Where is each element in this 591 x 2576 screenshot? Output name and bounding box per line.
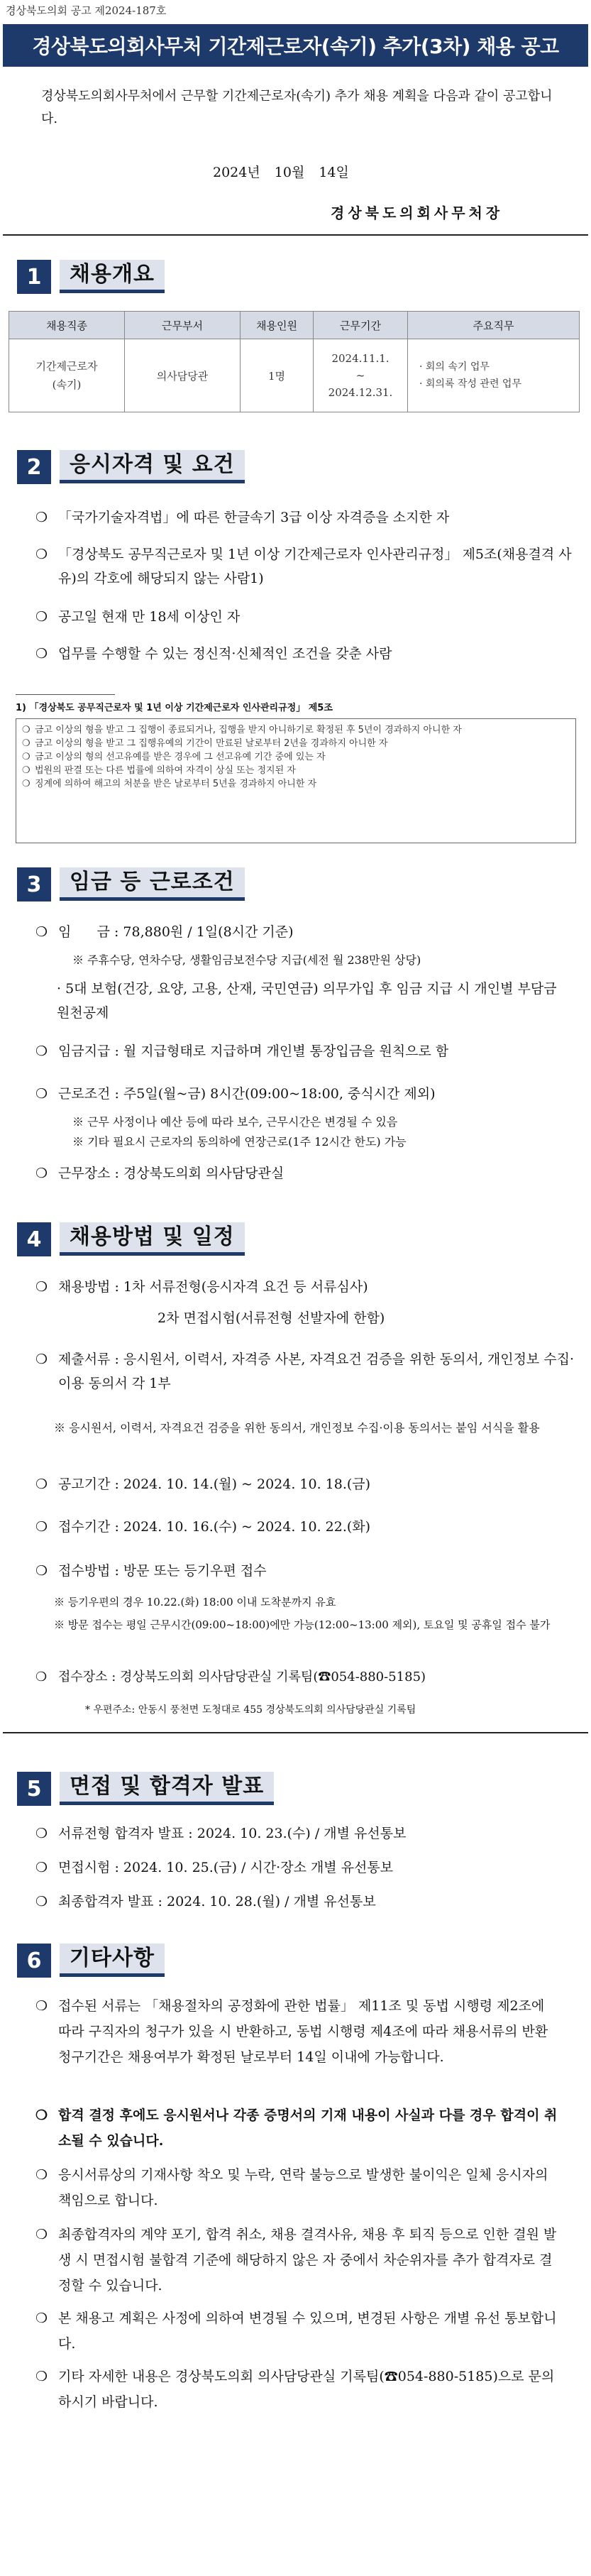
docs-note: ※ 응시원서, 이력서, 자격요건 검증을 위한 동의서, 개인정보 수집·이용 동의서는 붙임 서식을 활용 bbox=[54, 1421, 540, 1435]
receipt-place-item bbox=[35, 1665, 575, 1689]
date-month: 10월 bbox=[274, 165, 305, 180]
date-year: 2024년 bbox=[213, 165, 260, 180]
footnote-item bbox=[22, 764, 570, 777]
bullet-icon: ❍ bbox=[35, 1860, 48, 1875]
announcement-1 bbox=[35, 1821, 575, 1846]
period-end: 2024.12.31. bbox=[328, 386, 393, 399]
announcement-text: 서류전형 합격자 발표 : 2024. 10. 23.(수) / 개별 유선통보 bbox=[58, 1826, 407, 1841]
footnote-box bbox=[16, 718, 576, 843]
section-number: 1 bbox=[17, 260, 51, 294]
notice-period-text: 공고기간 : 2024. 10. 14.(월) ~ 2024. 10. 18.(금) bbox=[58, 1476, 371, 1492]
footnote-text: 징계에 의하여 해고의 처분을 받은 날로부터 5년을 경과하지 아니한 자 bbox=[35, 779, 317, 789]
footnote-text: 금고 이상의 형을 받고 그 집행이 종료되거나, 집행을 받지 아니하기로 확정된 후 5년이 경과하지 아니한 자 bbox=[35, 725, 462, 735]
footnote-title: 1) 「경상북도 공무직근로자 및 1년 이상 기간제근로자 인사관리규정」 제5조 bbox=[16, 703, 333, 713]
bullet-icon: ❍ bbox=[35, 1476, 48, 1492]
divider bbox=[3, 1732, 588, 1733]
section-3-header bbox=[17, 867, 578, 901]
bullet-icon: ❍ bbox=[35, 1563, 48, 1579]
announcement-text: 면접시험 : 2024. 10. 25.(금) / 시간·장소 개별 유선통보 bbox=[58, 1860, 394, 1875]
other-text: 본 채용고 계획은 사정에 의하여 변경될 수 있으며, 변경된 사항은 개별 유선 통보합니다. bbox=[58, 2311, 557, 2352]
col-job: 채용직종 bbox=[9, 312, 125, 339]
hiring-overview-table bbox=[9, 311, 580, 412]
announcement-3 bbox=[35, 1890, 575, 1914]
col-dept: 근무부서 bbox=[125, 312, 241, 339]
section-title: 임금 등 근로조건 bbox=[60, 867, 245, 901]
bullet-icon: ❍ bbox=[35, 1352, 48, 1367]
footnote-text: 금고 이상의 형을 받고 그 집행유예의 기간이 만료된 날로부터 2년을 경과하지 아니한 자 bbox=[35, 738, 388, 749]
col-duty: 주요직무 bbox=[408, 312, 580, 339]
duty-1: · 회의 속기 업무 bbox=[419, 361, 490, 373]
method-item bbox=[35, 1275, 575, 1299]
qualification-text: 「국가기술자격법」에 따른 한글속기 3급 이상 자격증을 소지한 자 bbox=[58, 510, 450, 525]
receipt-period-text: 접수기간 : 2024. 10. 16.(수) ~ 2024. 10. 22.(화) bbox=[58, 1519, 371, 1535]
other-text: 접수된 서류는 「채용절차의 공정화에 관한 법률」 제11조 및 동법 시행령 제2조에 따라 구직자의 청구가 있을 시 반환하고, 동법 시행령 제4조에 따라 채용서류의 반환 청구기간은 채용여부가 확정된 날로부터 14일 이내에 가능합니다. bbox=[58, 1998, 548, 2065]
bullet-icon: ❍ bbox=[22, 779, 31, 789]
section-number: 2 bbox=[17, 450, 51, 484]
section-title: 채용방법 및 일정 bbox=[60, 1222, 245, 1256]
bullet-icon: ❍ bbox=[22, 725, 31, 735]
notice-period-item bbox=[35, 1472, 575, 1496]
bullet-icon: ❍ bbox=[35, 1043, 48, 1059]
other-text: 응시서류상의 기재사항 착오 및 누락, 연락 불능으로 발생한 불이익은 일체 응시자의 책임으로 합니다. bbox=[58, 2167, 548, 2208]
table-header-row bbox=[9, 312, 580, 339]
qualification-text: 「경상북도 공무직근로자 및 1년 이상 기간제근로자 인사관리규정」 제5조(채용결격 사유)의 각호에 해당되지 않는 사람1) bbox=[58, 547, 572, 586]
announcement-text: 최종합격자 발표 : 2024. 10. 28.(월) / 개별 유선통보 bbox=[58, 1894, 376, 1909]
section-4-header bbox=[17, 1222, 578, 1256]
qualification-3 bbox=[35, 605, 575, 629]
section-2-header bbox=[17, 450, 578, 484]
bullet-icon: ❍ bbox=[35, 510, 48, 525]
footnote-item bbox=[22, 737, 570, 750]
footnote-item bbox=[22, 750, 570, 764]
bullet-icon: ❍ bbox=[35, 1998, 48, 2014]
bullet-icon: ❍ bbox=[35, 1519, 48, 1535]
section-6-header bbox=[17, 1944, 578, 1978]
bullet-icon: ❍ bbox=[35, 1086, 48, 1102]
insurance-item: · 5대 보험(건강, 요양, 고용, 산재, 국민연금) 의무가입 후 임금 지급 시 개인별 부담금 원천공제 bbox=[57, 981, 557, 1021]
docs-text: 제출서류 : 응시원서, 이력서, 자격증 사본, 자격요건 검증을 위한 동의서, 개인정보 수집·이용 동의서 각 1부 bbox=[58, 1352, 575, 1391]
qualification-1 bbox=[35, 505, 575, 530]
qualification-4 bbox=[35, 642, 575, 666]
pay-text: 임금지급 : 월 지급형태로 지급하며 개인별 통장입금을 원칙으로 함 bbox=[58, 1043, 449, 1059]
method-item-2: 2차 면접시험(서류전형 선발자에 한함) bbox=[158, 1310, 385, 1326]
hours-text: 근로조건 : 주5일(월~금) 8시간(09:00~18:00, 중식시간 제외) bbox=[58, 1086, 436, 1102]
other-item-6 bbox=[35, 2364, 560, 2415]
section-number: 3 bbox=[17, 867, 51, 901]
receipt-period-item bbox=[35, 1515, 575, 1539]
other-text: 합격 결정 후에도 응시원서나 각종 증명서의 기재 내용이 사실과 다를 경우 합격이 취소될 수 있습니다. bbox=[58, 2108, 558, 2149]
footnote-item bbox=[22, 777, 570, 791]
job-value: 기간제근로자 (속기) bbox=[35, 360, 98, 391]
hours-item bbox=[35, 1082, 575, 1106]
other-item-2 bbox=[35, 2103, 560, 2154]
footnote-divider bbox=[16, 694, 115, 695]
bullet-icon: ❍ bbox=[22, 765, 31, 776]
place-item bbox=[35, 1161, 575, 1185]
bullet-icon: ❍ bbox=[22, 752, 31, 762]
other-item-1 bbox=[35, 1993, 560, 2070]
bullet-icon: ❍ bbox=[35, 1670, 48, 1684]
cell-period bbox=[314, 339, 408, 412]
announcement-2 bbox=[35, 1856, 575, 1880]
bullet-icon: ❍ bbox=[35, 1166, 48, 1181]
other-item-5 bbox=[35, 2306, 560, 2357]
bullet-icon: ❍ bbox=[22, 738, 31, 749]
date-day: 14일 bbox=[319, 165, 349, 180]
pay-item bbox=[35, 1039, 575, 1063]
issuing-organization: 경상북도의회사무처장 bbox=[331, 204, 504, 221]
document-number: 경상북도의회 공고 제2024-187호 bbox=[6, 4, 167, 17]
receipt-place-text: 접수장소 : 경상북도의회 의사담당관실 기록팀(☎054-880-5185) bbox=[58, 1670, 426, 1684]
footnote-text: 법원의 판결 또는 다른 법률에 의하여 자격이 상실 또는 정지된 자 bbox=[35, 765, 296, 776]
notice-title: 경상북도의회사무처 기간제근로자(속기) 추가(3차) 채용 공고 bbox=[32, 35, 559, 58]
cell-count: 1명 bbox=[241, 339, 314, 412]
cell-duty bbox=[408, 339, 580, 412]
table-row bbox=[9, 339, 580, 412]
bullet-icon: ❍ bbox=[35, 924, 48, 940]
other-item-3 bbox=[35, 2162, 560, 2213]
notice-date bbox=[213, 162, 349, 181]
section-title: 기타사항 bbox=[60, 1944, 165, 1977]
qualification-2 bbox=[35, 542, 575, 591]
other-text: 최종합격자의 계약 포기, 합격 취소, 채용 결격사유, 채용 후 퇴직 등으로 인한 결원 발생 시 면접시험 불합격 기준에 해당하지 않은 자 중에서 차순위자를 추가 합격자로 결정할 수 있습니다. bbox=[58, 2227, 557, 2293]
notice-title-banner bbox=[3, 24, 588, 67]
period-sep: ~ bbox=[355, 369, 365, 382]
col-count: 채용인원 bbox=[241, 312, 314, 339]
bullet-icon: ❍ bbox=[35, 2167, 48, 2183]
docs-item bbox=[35, 1347, 575, 1396]
cell-job bbox=[9, 339, 125, 412]
footnote-item bbox=[22, 723, 570, 737]
method-text: 채용방법 : 1차 서류전형(응시자격 요건 등 서류심사) bbox=[58, 1279, 368, 1295]
bullet-icon: ❍ bbox=[35, 1279, 48, 1295]
receipt-note-2: ※ 방문 접수는 평일 근무시간(09:00~18:00)에만 가능(12:00~13:00 제외), 토요일 및 공휴일 접수 불가 bbox=[54, 1618, 551, 1631]
bullet-icon: ❍ bbox=[35, 646, 48, 662]
footnote-text: 금고 이상의 형의 선고유예를 받은 경우에 그 선고유예 기간 중에 있는 자 bbox=[35, 752, 326, 762]
bullet-icon: ❍ bbox=[35, 1894, 48, 1909]
bullet-icon: ❍ bbox=[35, 2108, 48, 2123]
wage-note: ※ 주휴수당, 연차수당, 생활임금보전수당 지급(세전 월 238만원 상당) bbox=[72, 953, 421, 967]
bullet-icon: ❍ bbox=[35, 2369, 48, 2384]
wage-text: 임 금 : 78,880원 / 1일(8시간 기준) bbox=[58, 924, 294, 940]
receipt-method-text: 접수방법 : 방문 또는 등기우편 접수 bbox=[58, 1563, 267, 1579]
other-item-4 bbox=[35, 2222, 560, 2298]
hours-note-2: ※ 기타 필요시 근로자의 동의하에 연장근로(1주 12시간 한도) 가능 bbox=[72, 1135, 407, 1149]
wage-item bbox=[35, 920, 575, 944]
intro-text: 경상북도의회사무처에서 근무할 기간제근로자(속기) 추가 채용 계획을 다음과 같이 공고합니다. bbox=[41, 89, 553, 126]
postal-address: * 우편주소: 안동시 풍천면 도청대로 455 경상북도의회 의사담당관실 기록팀 bbox=[85, 1704, 416, 1716]
receipt-method-item bbox=[35, 1559, 575, 1583]
other-text: 기타 자세한 내용은 경상북도의회 의사담당관실 기록팀(☎054-880-5185)으로 문의하시기 바랍니다. bbox=[58, 2369, 555, 2410]
bullet-icon: ❍ bbox=[35, 547, 48, 562]
section-number: 6 bbox=[17, 1944, 51, 1978]
bullet-icon: ❍ bbox=[35, 1826, 48, 1841]
section-title: 면접 및 합격자 발표 bbox=[60, 1772, 274, 1805]
divider bbox=[3, 234, 588, 236]
section-number: 5 bbox=[17, 1772, 51, 1806]
hours-note-1: ※ 근무 사정이나 예산 등에 따라 보수, 근무시간은 변경될 수 있음 bbox=[72, 1115, 398, 1129]
section-title: 채용개요 bbox=[60, 260, 165, 293]
place-text: 근무장소 : 경상북도의회 의사담당관실 bbox=[58, 1166, 285, 1181]
section-number: 4 bbox=[17, 1222, 51, 1256]
receipt-note-1: ※ 등기우편의 경우 10.22.(화) 18:00 이내 도착분까지 유효 bbox=[54, 1596, 336, 1608]
cell-dept: 의사담당관 bbox=[125, 339, 241, 412]
section-5-header bbox=[17, 1772, 578, 1806]
bullet-icon: ❍ bbox=[35, 2311, 48, 2326]
section-title: 응시자격 및 요건 bbox=[60, 450, 245, 483]
period-start: 2024.11.1. bbox=[331, 352, 390, 365]
col-period: 근무기간 bbox=[314, 312, 408, 339]
bullet-icon: ❍ bbox=[35, 609, 48, 625]
bullet-icon: ❍ bbox=[35, 2227, 48, 2242]
duty-2: · 회의록 작성 관련 업무 bbox=[419, 378, 521, 390]
section-1-header bbox=[17, 260, 578, 294]
qualification-text: 업무를 수행할 수 있는 정신적·신체적인 조건을 갖춘 사람 bbox=[58, 646, 392, 662]
qualification-text: 공고일 현재 만 18세 이상인 자 bbox=[58, 609, 241, 625]
